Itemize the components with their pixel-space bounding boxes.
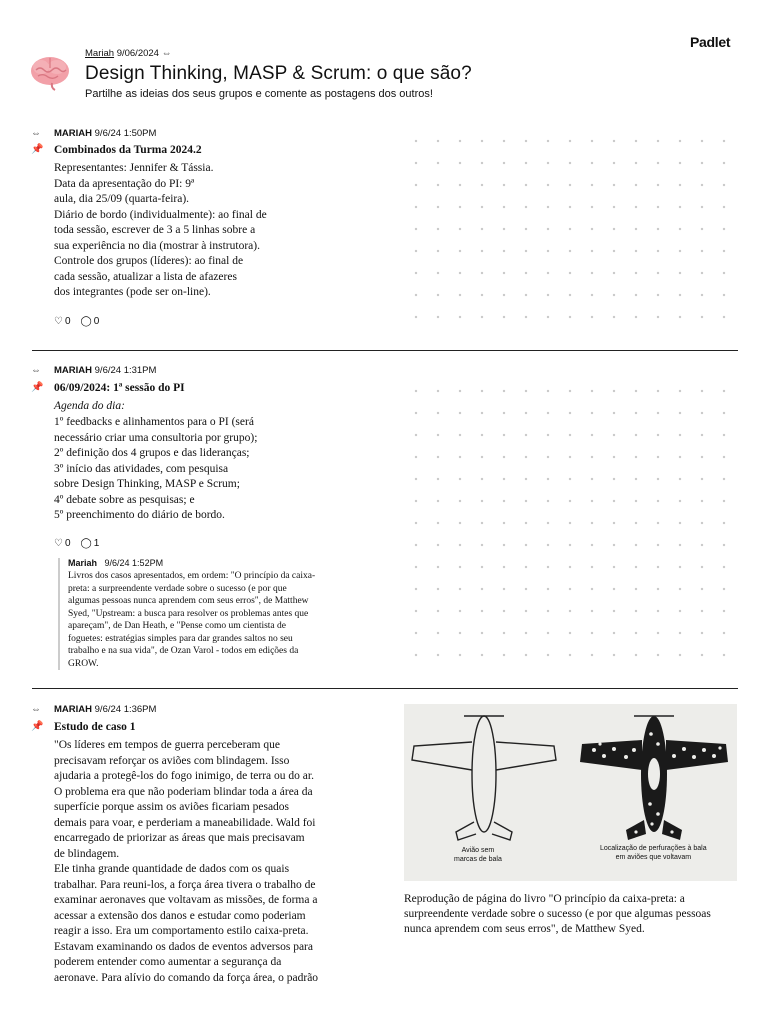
book-page-image[interactable] — [404, 704, 737, 881]
like-button[interactable] — [54, 538, 71, 549]
comment-button[interactable] — [81, 316, 100, 327]
divider — [32, 350, 738, 351]
drag-handle-icon[interactable]: ⇔ — [31, 128, 41, 139]
post-body: "Os líderes em tempos de guerra perceberam que precisavam reforçar os aviões com blindagem. Isso ajudaria a protegê-los do fogo inimigo, de terra ou do ar. O problema era que não poderiam blindar toda a área da superfície porque assim os aviões ficariam pesados demais para voar, e perderiam a maneabilidade. Wald foi encarregado de priorizar as áreas que mais precisavam de blindagem. Ele tinha grande quantidade de dados com os quais trabalhar. Para reuni-los, a força área tivera o trabalho de examinar aeronaves que voltavam as missões, de forma a acessar a extensão dos danos e estudar como poderiam reagir a isso. Era um comportamento estilo caixa-preta. Estavam examinando os dados de eventos adversos para poderem entender como aumentar a segurança da aeronave. Para alívio do comando da força área, o padrão — [54, 739, 319, 984]
padlet-logo[interactable]: Padlet — [690, 34, 731, 50]
header-date: 9/06/2024 — [116, 48, 159, 59]
heart-icon: ♡ — [54, 538, 63, 549]
pin-icon: 📌 — [31, 721, 44, 732]
post-meta — [54, 365, 156, 376]
post-timestamp: 9/6/24 1:36PM — [94, 704, 157, 715]
page-subtitle: Partilhe as ideias dos seus grupos e comente as postagens dos outros! — [85, 88, 433, 100]
heart-icon: ♡ — [54, 316, 63, 327]
comment-count: 1 — [93, 538, 100, 549]
like-count: 0 — [64, 316, 71, 327]
comment-bubble-icon: ◯ — [80, 538, 92, 549]
comment-bubble-icon: ◯ — [80, 316, 92, 327]
comment-meta — [68, 558, 388, 568]
post-timestamp: 9/6/24 1:50PM — [94, 128, 157, 139]
empty-attachment-area — [405, 130, 737, 335]
image-label-left: Avião sem marcas de bala — [454, 847, 502, 863]
comment-button[interactable] — [81, 538, 100, 549]
post-meta — [54, 704, 156, 715]
drag-handle-icon[interactable]: ⇔ — [31, 365, 41, 376]
post-meta — [54, 128, 156, 139]
pin-icon: 📌 — [31, 382, 44, 393]
agenda-label: Agenda do dia: — [54, 400, 125, 412]
comment-count: 0 — [93, 316, 100, 327]
comment-timestamp: 9/6/24 1:52PM — [104, 558, 164, 568]
comment-author[interactable]: Mariah — [68, 558, 98, 568]
image-label-right: Localização de perfurações à bala em aviões que voltavam — [600, 845, 707, 861]
post-title: Estudo de caso 1 — [54, 721, 136, 733]
post-timestamp: 9/6/24 1:31PM — [94, 365, 157, 376]
pin-icon: 📌 — [31, 144, 44, 155]
image-caption: Reprodução de página do livro "O princípio da caixa-preta: a surpreendente verdade sobre o sucesso (e por que algumas pessoas nunca aprendem com seus erros", de Matthew Syed. — [404, 893, 711, 935]
post-reactions — [54, 538, 99, 549]
brain-emoji-icon — [28, 52, 72, 92]
header-meta — [85, 48, 172, 59]
post-body: Representantes: Jennifer & Tássia. Data da apresentação do PI: 9ª aula, dia 25/09 (quarta-feira). Diário de bordo (individualmente): ao final de toda sessão, escrever de 3 a 5 linhas sobre a sua experiência no dia (mostrar à instrutora). Controle dos grupos (líderes): ao final de cada sessão, atualizar a lista de afazeres dos integrantes (pode ser on-line). — [54, 162, 267, 298]
like-count: 0 — [64, 538, 71, 549]
post-author[interactable]: MARIAH — [54, 128, 92, 139]
move-arrows-icon[interactable]: ⇔ — [161, 48, 172, 59]
page-title: Design Thinking, MASP & Scrum: o que são? — [85, 63, 472, 84]
post-author[interactable]: MARIAH — [54, 365, 92, 376]
header-author-link[interactable]: Mariah — [85, 48, 115, 59]
empty-attachment-area — [405, 380, 737, 670]
post-author[interactable]: MARIAH — [54, 704, 92, 715]
post-title: 06/09/2024: 1ª sessão do PI — [54, 382, 185, 394]
comment-text: Livros dos casos apresentados, em ordem: "O princípio da caixa- preta: a surpreendente verdade sobre o sucesso (e por que algumas pessoas nunca aprendem com seus erros", de Matthew Syed, "Upstream: a busca para resolver os problemas antes que apareçam", de Dan Heath, e "Pense como um cientista de foguetes: estratégias simples para dar grandes saltos no seu trabalho e na sua vida", de Ozan Varol - todos em edições da GROW. — [68, 571, 316, 669]
comment — [58, 558, 388, 670]
post-title: Combinados da Turma 2024.2 — [54, 144, 202, 156]
post-body: 1º feedbacks e alinhamentos para o PI (será necessário criar uma consultoria por grupo); 2º definição dos 4 grupos e das lideranças; 3º início das atividades, com pesquisa sobre Design Thinking, MASP e Scrum; 4º debate sobre as pesquisas; e 5º preenchimento do diário de bordo. — [54, 416, 258, 521]
like-button[interactable] — [54, 316, 71, 327]
divider — [32, 688, 738, 689]
drag-handle-icon[interactable]: ⇔ — [31, 704, 41, 715]
post-reactions — [54, 316, 99, 327]
